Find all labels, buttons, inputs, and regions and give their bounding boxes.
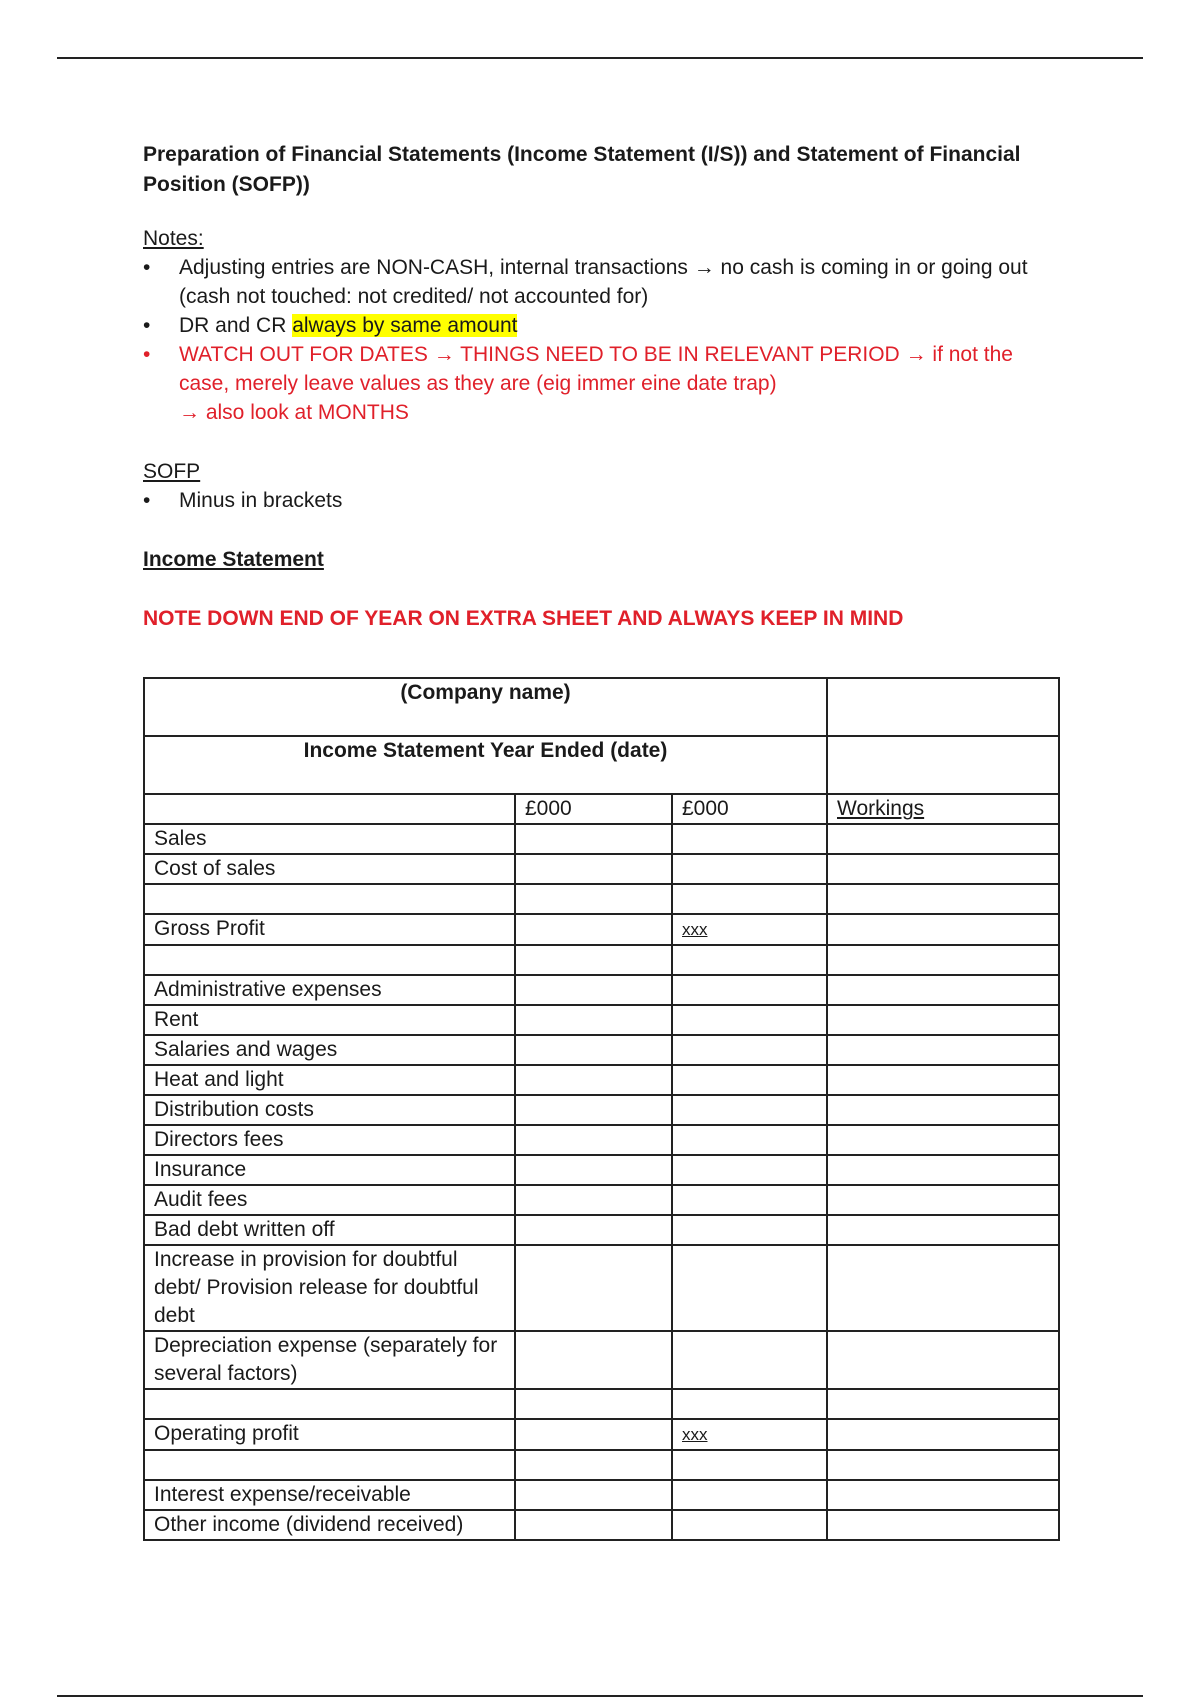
table-row: Salaries and wages xyxy=(144,1035,1059,1065)
table-row: Depreciation expense (separately for several factors) xyxy=(144,1331,1059,1389)
sofp-list xyxy=(143,486,1063,515)
arrow-icon: → xyxy=(433,343,455,366)
placeholder-value: xxx xyxy=(682,1425,708,1444)
notes-label: Notes: xyxy=(143,227,204,250)
income-statement-heading: Income Statement xyxy=(143,548,324,571)
page-title: Preparation of Financial Statements (Income Statement (I/S)) and Statement of Financial Position (SOFP)) xyxy=(143,143,1021,196)
table-row: Directors fees xyxy=(144,1125,1059,1155)
table-row xyxy=(144,736,1059,794)
table-row xyxy=(144,1450,1059,1480)
reminder-note: NOTE DOWN END OF YEAR ON EXTRA SHEET AND ALWAYS KEEP IN MIND xyxy=(143,607,904,630)
column-header: Workings xyxy=(827,794,1059,824)
table-row: Interest expense/receivable xyxy=(144,1480,1059,1510)
arrow-icon: → xyxy=(179,401,200,424)
period-cell: Income Statement Year Ended (date) xyxy=(144,736,827,794)
table-row xyxy=(144,678,1059,736)
list-item: • Minus in brackets xyxy=(143,486,1063,515)
highlighted-text: always by same amount xyxy=(292,314,518,337)
table-row: Other income (dividend received) xyxy=(144,1510,1059,1540)
months-note: → also look at MONTHS xyxy=(179,401,409,424)
notes-list xyxy=(143,253,1063,398)
list-item: • WATCH OUT FOR DATES → THINGS NEED TO BE IN RELEVANT PERIOD → if not the case, merely leave values as they are (eig immer eine date trap) xyxy=(143,340,1063,398)
table-row: Distribution costs xyxy=(144,1095,1059,1125)
table-row: Rent xyxy=(144,1005,1059,1035)
arrow-icon: → xyxy=(693,256,715,279)
table-row xyxy=(144,884,1059,914)
table-row: Insurance xyxy=(144,1155,1059,1185)
placeholder-value: xxx xyxy=(682,920,708,939)
header-rule xyxy=(57,57,1143,59)
income-statement-table xyxy=(143,677,1060,1541)
company-name-cell: (Company name) xyxy=(144,678,827,736)
footer-rule xyxy=(57,1695,1143,1697)
table-row xyxy=(144,945,1059,975)
table-row: Administrative expenses xyxy=(144,975,1059,1005)
table-row: Cost of sales xyxy=(144,854,1059,884)
table-row: Bad debt written off xyxy=(144,1215,1059,1245)
column-header: £000 xyxy=(515,794,672,824)
list-item: • DR and CR always by same amount xyxy=(143,311,1063,340)
arrow-icon: → xyxy=(905,343,927,366)
table-row: Operating profit xxx xyxy=(144,1419,1059,1450)
table-row: Gross Profit xxx xyxy=(144,914,1059,945)
table-header-row xyxy=(144,794,1059,824)
sofp-label: SOFP xyxy=(143,460,201,483)
column-header: £000 xyxy=(672,794,827,824)
table-row xyxy=(144,1389,1059,1419)
table-row: Heat and light xyxy=(144,1065,1059,1095)
table-row: Audit fees xyxy=(144,1185,1059,1215)
list-item: • Adjusting entries are NON-CASH, internal transactions → no cash is coming in or going out (cash not touched: not credited/ not accounted for) xyxy=(143,253,1063,311)
table-row: Sales xyxy=(144,824,1059,854)
document-body xyxy=(143,140,1063,633)
table-row: Increase in provision for doubtful debt/ Provision release for doubtful debt xyxy=(144,1245,1059,1331)
